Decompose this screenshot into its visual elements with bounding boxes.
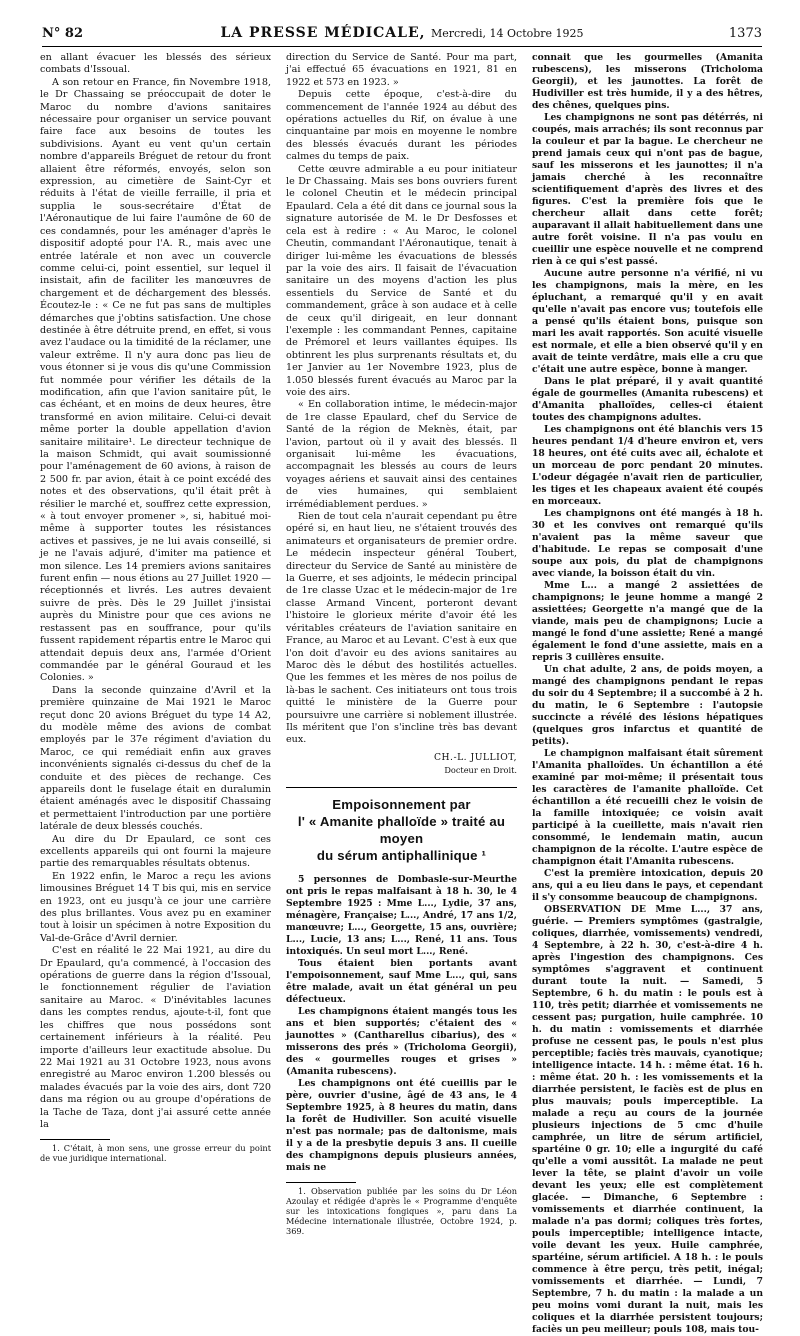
page-header	[42, 24, 762, 47]
paragraph: Le champignon malfaisant était sûrement l'Amanita phalloïdes. Un échantillon a été examiné par moi-même; il présentait tous les caractères de l'amanite phalloïde. Cet échantillon a été recueilli chez le voisin de la famille intoxiquée; ce voisin avait participé à la cueillette, mais n'avait rien consommé, le lendemain matin, aucun champignon de la récolte. L'autre espèce de champignon était l'Amanita rubescens.	[532, 748, 763, 867]
footnote: 1. Observation publiée par les soins du Dr Léon Azoulay et rédigée d'après le « Programme d'enquête sur les intoxications fongiques », paru dans La Médecine internationale illustrée, Octobre 1924, p. 369.	[286, 1185, 517, 1236]
paragraph: connait que les gourmelles (Amanita rubescens), les misserons (Tricholoma Georgii), et les jaunottes. La forêt de Hudiviller est très humide, il y a des hêtres, des chênes, quelques pins.	[532, 52, 763, 111]
article-separator	[286, 787, 517, 788]
article-title-line: du sérum antiphallinique ¹	[316, 847, 487, 863]
paragraph: Cette œuvre admirable a eu pour initiateur le Dr Chassaing. Mais ses bons ouvriers furent le colonel Cheutin et le médecin principal Epaulard. Cela a été dit dans ce journal sous la signature autorisée de M. le Dr Desfosses et cela est à redire : « Au Maroc, le colonel Cheutin, commandant l'Aéronautique, tenait à diriger lui-même les évacuations de blessés par la voie des airs. Il faisait de l'évacuation sanitaire un des moyens d'action les plus essentiels du Service de Santé et du commandement, grâce à son audace et à celle de ceux qu'il dirigeait, en leur donnant l'exemple : les commandant Pennes, capitaine de Prémorel et leurs vaillantes équipes. Ils obtinrent les plus surprenants résultats et, du 1er Janvier au 1er Novembre 1923, plus de 1.050 blessés furent évacués au Maroc par la voie des airs.	[286, 163, 517, 398]
column-3	[532, 52, 763, 1335]
column-1	[40, 52, 271, 1164]
paragraph: Un chat adulte, 2 ans, de poids moyen, a mangé des champignons pendant le repas du soir du 4 Septembre; il a succombé à 2 h. du matin, le 6 Septembre : l'autopsie succincte a révélé des lésions hépatiques (quelques gros infarctus et quantité de petits).	[532, 664, 763, 747]
paragraph: Les champignons ne sont pas détérrés, ni coupés, mais arrachés; ils sont reconnus par la couleur et par la bague. Le chercheur ne prend jamais ceux qui n'ont pas de bague, sauf les misserons et les jaunottes; il n'a jamais cherché à les reconnaître scientifiquement d'après des livres et des figures. C'est la première fois que le chercheur allait dans cette forêt; auparavant il allait habituellement dans une autre forêt voisine. Il n'a pas voulu en cueillir une espèce nouvelle et ne comprend rien à ce qui s'est passé.	[532, 112, 763, 267]
paragraph: En 1922 enfin, le Maroc a reçu les avions limousines Bréguet 14 T bis qui, mis en service en 1923, ont eu jusqu'à ce jour une carrière des plus brillantes. Vous avez pu en examiner tout à loisir un spécimen à notre Exposition du Val-de-Grâce d'Avril dernier.	[40, 870, 271, 944]
article-title-line: l' « Amanite phalloïde » traité au moyen	[297, 813, 506, 846]
paragraph: Les champignons ont été mangés à 18 h. 30 et les convives ont remarqué qu'ils n'avaient pas la même saveur que d'habitude. Le repas se composait d'une soupe aux pois, du plat de champignons avec viande, la boisson était du vin.	[532, 508, 763, 579]
paragraph: Mme L... a mangé 2 assiettées de champignons; le jeune homme a mangé 2 assiettées; Georgette n'a mangé que de la viande, mais peu de champignons; Lucie a mangé le fond d'une assiette; René a mangé également le fond d'une assiette, mais en a repris 3 cuillères ensuite.	[532, 580, 763, 663]
paragraph: Rien de tout cela n'aurait cependant pu être opéré si, en haut lieu, ne s'étaient trouvés des animateurs et organisateurs de premier ordre. Le médecin inspecteur général Toubert, directeur du Service de Santé au ministère de la Guerre, et ses adjoints, le médecin principal de 1re classe Uzac et le médecin-major de 1re classe Armand Vincent, porteront devant l'histoire le glorieux mérite d'avoir été les véritables créateurs de l'aviation sanitaire en France, au Maroc et au Levant. C'est à eux que l'on doit d'avoir eu des avions sanitaires au Maroc dès le début des hostilités actuelles. Que les femmes et les mères de nos poilus de là-bas le sachent. Ces initiateurs ont tous trois quitté le ministère de la Guerre pour poursuivre une carrière si noblement illustrée. Ils méritent que l'on s'incline très bas devant eux.	[286, 511, 517, 746]
paragraph: direction du Service de Santé. Pour ma part, j'ai effectué 65 évacuations en 1921, 81 en 1922 et 573 en 1923. »	[286, 52, 517, 88]
journal-title-line	[42, 25, 762, 41]
issue-date: Mercredi, 14 Octobre 1925	[431, 27, 584, 40]
article-title	[286, 796, 517, 864]
paragraph: Les champignons étaient mangés tous les ans et bien supportés; c'étaient des « jaunottes » (Cantharellus cibarius), des « misserons des prés » (Tricholoma Georgii), des « gourmelles rouges et grises » (Amanita rubescens).	[286, 1005, 517, 1077]
paragraph: A son retour en France, fin Novembre 1918, le Dr Chassaing se préoccupait de doter le Maroc du nombre d'avions sanitaires nécessaire pour organiser un service pouvant faire face aux besoins de toutes les subdivisions. Ayant eu vent qu'un certain nombre d'appareils Bréguet de retour du front allaient être réformés, envoyés, selon son expression, au cimetière de Saint-Cyr et réduits à l'état de vieille ferraille, il pria et supplia le sous-secrétaire d'État de l'Aéronautique de lui faire l'aumône de 60 de ces condamnés, pour les aménager d'après le dispositif adopté pour l'A. R., mais avec une entrée latérale et non avec un couvercle comme celui-ci, point essentiel, sur lequel il insistait, afin de faciliter les manœuvres de chargement et de déchargement des blessés. Écoutez-le : « Ce ne fut pas sans de multiples démarches que j'obtins satisfaction. Une chose destinée à être détruite prend, en effet, si vous avez l'audace ou la timidité de la réclamer, une valeur extrême. Il n'y aura donc pas lieu de vous étonner si je vous dis qu'une Commission fut nommée pour vérifier les détails de la modification, afin que l'avion sanitaire pût, le cas échéant, et en moins de deux heures, être transformé en avion militaire. Celui-ci devait même porter la double appellation d'avion sanitaire militaire¹. Le directeur technique de la maison Schmidt, qui avait soumissionné pour l'aménagement de 60 avions, à raison de 2 500 fr. par avion, était à ce point excédé des notes et des observations, qu'il était prêt à résilier le marché et, souffrez cette expression, « à tout envoyer promener », si, habitué moi-même à supporter toutes les résistances actives et passives, je ne lui avais conseillé, si je ne l'avais adjuré, d'imiter ma patience et mon silence. Les 14 premiers avions sanitaires furent enfin — nous étions au 27 Juillet 1920 — réceptionnés et livrés. Les autres devaient suivre de près. Dès le 29 Juillet j'insistai auprès du Ministre pour que ces avions ne restassent pas en souffrance, pour qu'ils fussent rapidement répartis entre le Maroc qui attendait depuis deux ans, l'armée d'Orient commandée par le général Gouraud et les Colonies. »	[40, 76, 271, 684]
paragraph: C'est la première intoxication, depuis 20 ans, qui a eu lieu dans le pays, et cependant il s'y consomme beaucoup de champignons.	[532, 868, 763, 903]
footnote: 1. C'était, à mon sens, une grosse erreur du point de vue juridique international.	[40, 1143, 271, 1164]
footnote-rule	[286, 1182, 356, 1183]
author-role: Docteur en Droit.	[444, 765, 517, 776]
footnote-rule	[40, 1139, 110, 1140]
paragraph: Dans le plat préparé, il y avait quantité égale de gourmelles (Amanita rubescens) et d'Amanita phalloïdes, celles-ci étaient toutes des champignons adultes.	[532, 376, 763, 423]
paragraph: Tous étaient bien portants avant l'empoisonnement, sauf Mme L..., qui, sans être malade, avait un état général un peu défectueux.	[286, 957, 517, 1005]
paragraph: en allant évacuer les blessés des sérieux combats d'Issoual.	[40, 52, 271, 76]
paragraph: Dans la seconde quinzaine d'Avril et la première quinzaine de Mai 1921 le Maroc reçut donc 20 avions Bréguet du type 14 A2, du modèle même des avions de combat employés par le 37e régiment d'aviation du Maroc, ce qui remédiait enfin aux graves inconvénients signalés ci-dessus du chef de la conduite et des pièces de rechange. Ces appareils dont le fuselage était en duralumin étaient aménagés avec le dispositif Chassaing et permettaient l'introduction par une portière latérale de deux blessés couchés.	[40, 684, 271, 833]
paragraph: Les champignons ont été blanchis vers 15 heures pendant 1/4 d'heure environ et, vers 18 heures, ont été cuits avec ail, échalote et un morceau de porc pendant 20 minutes. L'odeur dégagée n'avait rien de particulier, les tiges et les chapeaux avaient été coupés en morceaux.	[532, 424, 763, 507]
journal-name: LA PRESSE MÉDICALE,	[220, 25, 426, 41]
paragraph: 5 personnes de Dombasle-sur-Meurthe ont pris le repas malfaisant à 18 h. 30, le 4 Septembre 1925 : Mme L..., Lydie, 37 ans, ménagère, Française; L..., André, 17 ans 1/2, manœuvre; L..., Georgette, 15 ans, ouvrière; L..., Lucie, 13 ans; L..., René, 11 ans. Tous intoxiqués. Un seul mort L..., René.	[286, 873, 517, 957]
paragraph: OBSERVATION DE Mme L..., 37 ans, guérie. — Premiers symptômes (gastralgie, coliques, diarrhée, vomissements) vendredi, 4 Septembre, à 22 h. 30, c'est-à-dire 4 h. après l'ingestion des champignons. Ces symptômes s'aggravent et continuent durant toute la nuit. — Samedi, 5 Septembre, 6 h. du matin : le pouls est à 110, très petit; diarrhée et vomissements ne cessent pas; purgation, huile camphrée. 10 h. du matin : vomissements et diarrhée profuse ne cessent pas, le pouls n'est plus perceptible; faciès très mauvais, cyanotique; intelligence intacte. 14 h. : même état. 16 h. : même état. 20 h. : les vomissements et la diarrhée persistent, le faciès est de plus en plus mauvais; pouls imperceptible. La malade a reçu au cours de la journée plusieurs injections de 5 cmc d'huile camphrée, un litre de sérum artificiel, spartéine 0 gr. 10; elle a ingurgité du café qu'elle a vomi aussitôt. La malade ne peut lever la tête, se plaint d'avoir un voile devant les yeux; elle est complètement glacée. — Dimanche, 6 Septembre : vomissements et diarrhée continuent, la malade n'a pas dormi; coliques très fortes, pouls imperceptible; intelligence intacte, voile devant les yeux. Huile camphrée, spartéine, sérum artificiel. A 18 h. : le pouls commence à être perçu, très petit, inégal; vomissements et diarrhée. — Lundi, 7 Septembre, 7 h. du matin : la malade a un peu moins vomi durant la nuit, mais les coliques et la diarrhée persistent toujours; faciès un peu meilleur; pouls 108, mais tou-	[532, 904, 763, 1335]
author-signature: CH.-L. JULLIOT,	[434, 751, 517, 763]
column-2	[286, 52, 517, 1236]
page-number: 1373	[728, 26, 762, 41]
paragraph: Aucune autre personne n'a vérifié, ni vu les champignons, mais la mère, en les épluchant, a remarqué qu'il y en avait qu'elle n'avait pas encore vus; toutefois elle a pensé qu'ils étaient bons, puisque son mari les avait rapportés. Son acuité visuelle est normale, et elle a bien observé qu'il y en avait de teinte verdâtre, mais elle a cru que c'était une autre espèce, bonne à manger.	[532, 268, 763, 375]
paragraph: Les champignons ont été cueillis par le père, ouvrier d'usine, âgé de 43 ans, le 4 Septembre 1925, à 8 heures du matin, dans la forêt de Hudiviller. Son acuité visuelle n'est pas normale; pas de daltonisme, mais il y a de la presbytie depuis 3 ans. Il cueille des champignons depuis plusieurs années, mais ne	[286, 1077, 517, 1173]
paragraph: C'est en réalité le 22 Mai 1921, au dire du Dr Epaulard, qu'a commencé, à l'occasion des opérations de guerre dans la région d'Issoual, le fonctionnement régulier de l'aviation sanitaire au Maroc. « D'inévitables lacunes dans les comptes rendus, ajoute-t-il, font que les chiffres que nous possédons sont certainement inférieurs à la réalité. Peu importe d'ailleurs leur exactitude absolue. Du 22 Mai 1921 au 31 Octobre 1923, nous avons enregistré au Maroc environ 1.200 blessés ou malades évacués par la voie des airs, dont 720 dans ma région ou au groupe d'opérations de la Tache de Taza, dont j'ai assuré cette année la	[40, 945, 271, 1130]
article-body	[286, 874, 517, 1174]
issue-number: N° 82	[42, 26, 83, 41]
paragraph: Au dire du Dr Epaulard, ce sont ces excellents appareils qui ont fourni la majeure partie des remarquables résultats obtenus.	[40, 833, 271, 870]
paragraph: « En collaboration intime, le médecin-major de 1re classe Epaulard, chef du Service de Santé de la région de Meknès, était, par l'avion, partout où il y avait des blessés. Il organisait lui-même les évacuations, accompagnait les blessés au cours de leurs voyages aériens et sauvait ainsi des centaines de vies humaines, qui semblaient irrémédiablement perdues. »	[286, 399, 517, 510]
paragraph: Depuis cette époque, c'est-à-dire du commencement de l'année 1924 au début des opérations actuelles du Rif, on évalue à une cinquantaine par mois en moyenne le nombre des blessés évacués durant les périodes calmes du temps de paix.	[286, 89, 517, 163]
article-title-line: Empoisonnement par	[332, 796, 471, 812]
